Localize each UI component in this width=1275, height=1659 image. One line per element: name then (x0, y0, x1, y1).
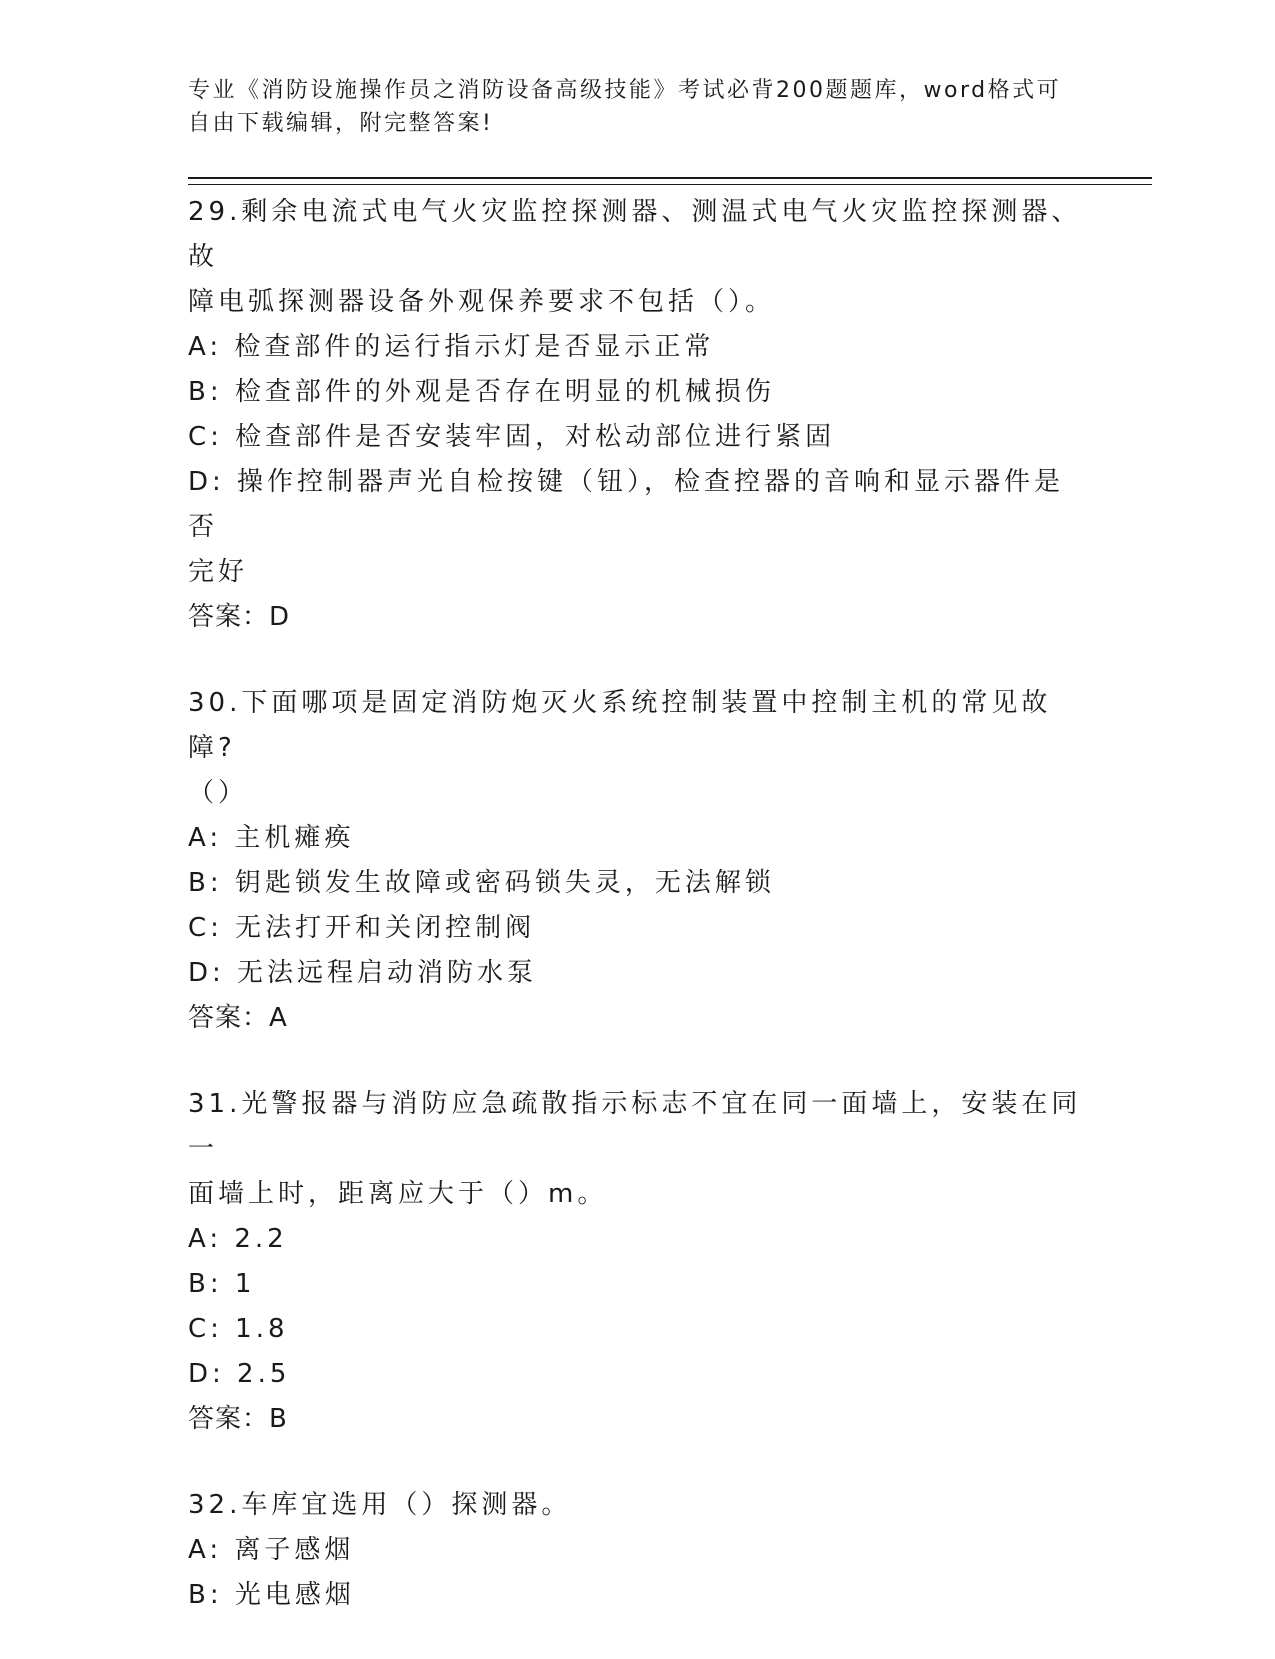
header-line-1: 专业《消防设施操作员之消防设备高级技能》考试必背200题题库，word格式可 (188, 78, 1062, 103)
option-b: B: 光电感烟 (188, 1580, 355, 1610)
question-32 (188, 1483, 1088, 1618)
option-d-continued: 完好 (188, 557, 249, 587)
question-stem-continued: （） (188, 778, 249, 808)
option-c: C: 1.8 (188, 1314, 289, 1344)
question-stem-continued: 面墙上时，距离应大于（）m。 (188, 1179, 608, 1209)
option-c: C: 无法打开和关闭控制阀 (188, 913, 536, 943)
header-divider-thick (188, 177, 1152, 179)
option-b: B: 检查部件的外观是否存在明显的机械损伤 (188, 377, 775, 407)
question-29 (188, 190, 1088, 640)
question-stem: 31.光警报器与消防应急疏散指示标志不宜在同一面墙上，安装在同一 (188, 1089, 1082, 1164)
question-30 (188, 681, 1088, 1041)
question-list (188, 190, 1088, 1659)
option-d: D: 2.5 (188, 1359, 291, 1389)
option-c: C: 检查部件是否安装牢固，对松动部位进行紧固 (188, 422, 836, 452)
question-31 (188, 1082, 1088, 1442)
option-d: D: 无法远程启动消防水泵 (188, 958, 538, 988)
option-b: B: 1 (188, 1269, 256, 1299)
header-divider-thin (188, 184, 1152, 185)
option-b: B: 钥匙锁发生故障或密码锁失灵，无法解锁 (188, 868, 775, 898)
answer-line: 答案：B (188, 1404, 288, 1434)
option-a: A: 离子感烟 (188, 1535, 355, 1565)
document-header (188, 74, 1068, 140)
question-stem: 30.下面哪项是固定消防炮灭火系统控制装置中控制主机的常见故障? (188, 688, 1052, 763)
option-d: D: 操作控制器声光自检按键（钮），检查控器的音响和显示器件是否 (188, 467, 1065, 542)
option-a: A: 检查部件的运行指示灯是否显示正常 (188, 332, 715, 362)
option-a: A: 2.2 (188, 1224, 288, 1254)
question-stem: 29.剩余电流式电气火灾监控探测器、测温式电气火灾监控探测器、故 (188, 197, 1082, 272)
answer-line: 答案：A (188, 1003, 288, 1033)
question-stem: 32.车库宜选用（）探测器。 (188, 1490, 572, 1520)
option-a: A: 主机瘫痪 (188, 823, 355, 853)
question-stem-continued: 障电弧探测器设备外观保养要求不包括（）。 (188, 287, 776, 317)
answer-line: 答案：D (188, 602, 291, 632)
header-line-2: 自由下载编辑，附完整答案! (188, 111, 494, 136)
